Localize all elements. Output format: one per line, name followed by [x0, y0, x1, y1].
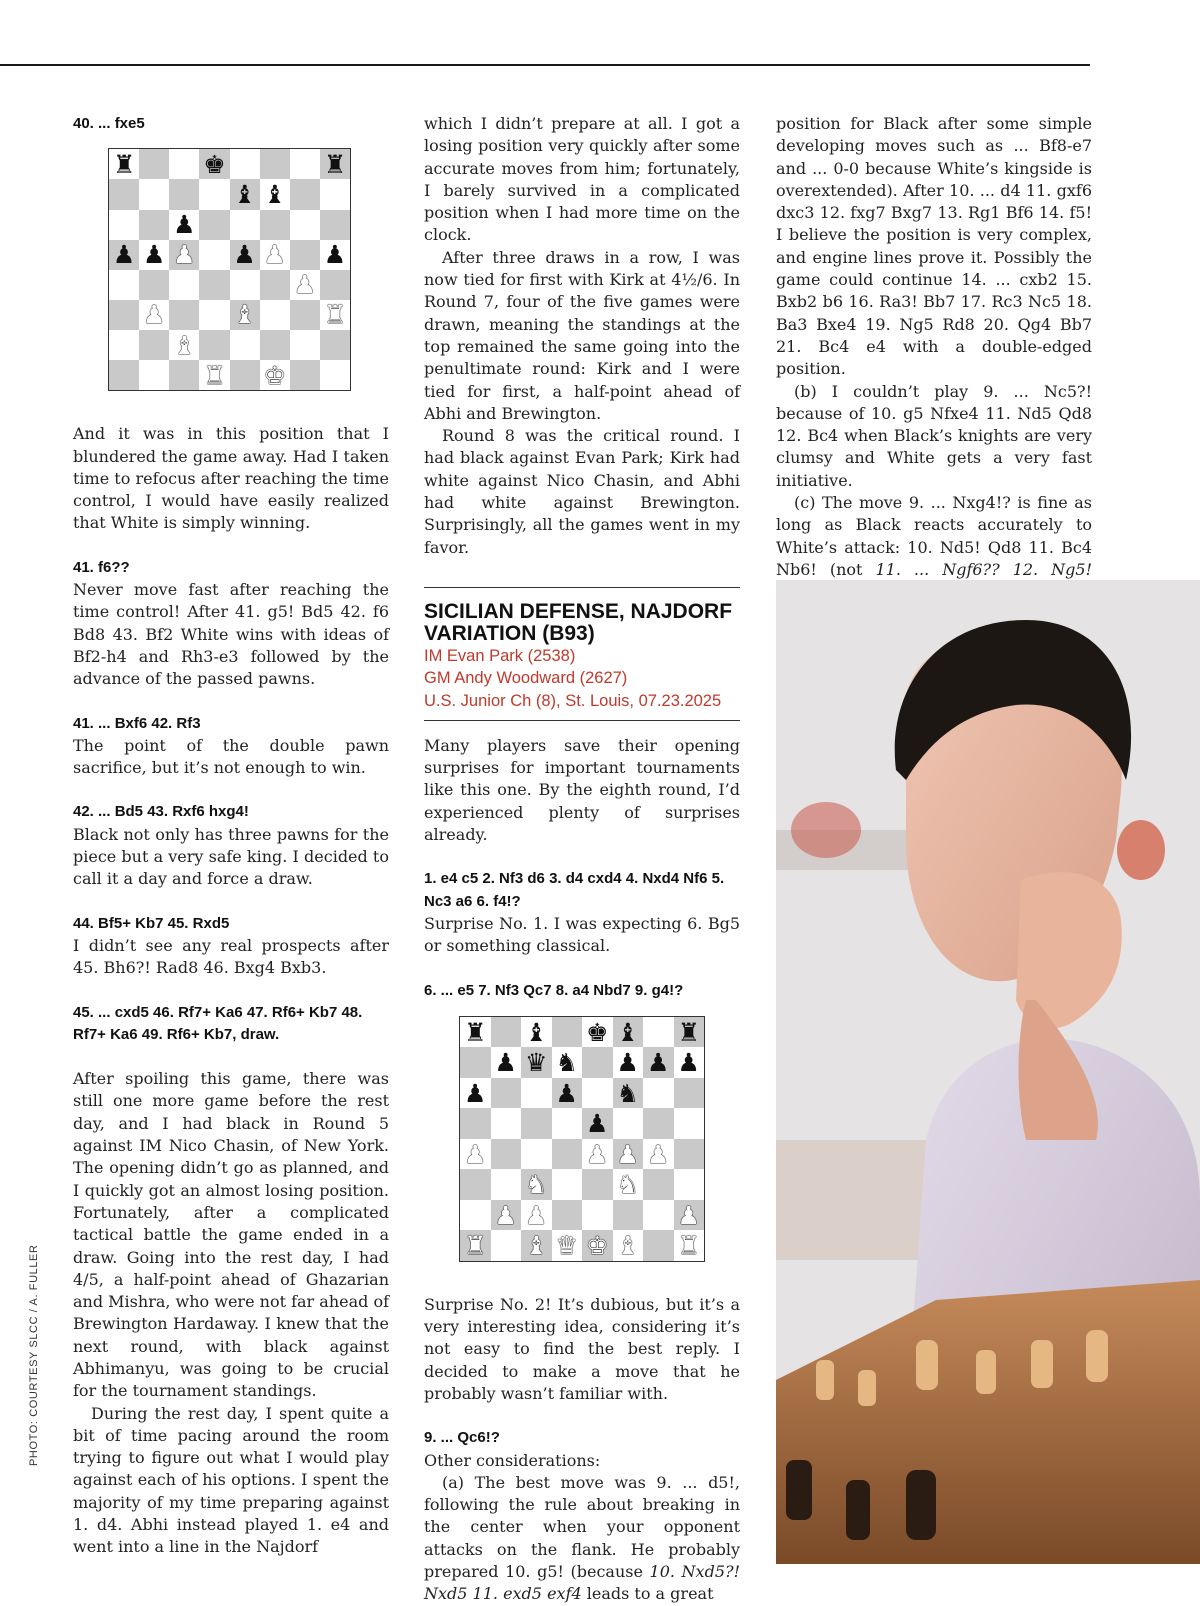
- board-square: [521, 1139, 552, 1170]
- board-square: [260, 330, 290, 360]
- board-square: [109, 240, 139, 270]
- black-rook-icon: ♜: [464, 1017, 487, 1047]
- black-pawn-icon: ♟: [323, 240, 347, 270]
- black-king-icon: ♚: [203, 149, 226, 179]
- board-square: [613, 1139, 644, 1170]
- board-square: [290, 210, 320, 240]
- paragraph: position for Black after some simple developing moves such as ... Bf8-e7 and ... 0-0 because White’s kingside is overextended). After 10. ... d4 11. gxf6 dxc3 12. fxg7 Bxg7 13. Rg1 Bf6 14. f5! I believe the position is very complex, and engine lines prove it. Possibly the game could continue 14. ... cxb2 15. Bxb2 b6 16. Ra3! Bb7 17. Rc3 Nc5 18. Ba3 Bxe4 19. Ng5 Rd8 20. Qg4 Bb7 21. Bc4 e4 with a double-edged position.: [776, 114, 1092, 379]
- board-square: [169, 270, 199, 300]
- board-square: [260, 240, 290, 270]
- white-king-icon: ♚: [263, 360, 286, 390]
- white-bishop-icon: ♝: [233, 300, 256, 330]
- board-square: [109, 300, 139, 330]
- board-square: [582, 1108, 613, 1139]
- board-square: [643, 1200, 674, 1231]
- black-queen-icon: ♛: [525, 1048, 548, 1078]
- board-square: [582, 1139, 613, 1170]
- board-square: [290, 240, 320, 270]
- photo-illustration: [776, 580, 1200, 1564]
- black-bishop-icon: ♝: [263, 179, 286, 209]
- paragraph: And it was in this position that I blundered the game away. Had I taken time to refocus after reaching the time control, I would have easily realized that White is simply winning.: [73, 424, 389, 533]
- board-square: [674, 1230, 705, 1261]
- black-pawn-icon: ♟: [647, 1048, 670, 1078]
- paragraph: Surprise No. 2! It’s dubious, but it’s a very interesting idea, considering it’s not easy to find the best reply. I decided to make a move that he probably wasn’t familiar with.: [424, 1294, 740, 1403]
- board-square: [582, 1200, 613, 1231]
- board-square: [491, 1139, 522, 1170]
- board-square: [643, 1230, 674, 1261]
- board-square: [643, 1169, 674, 1200]
- board-square: [199, 270, 229, 300]
- board-square: [260, 270, 290, 300]
- board-square: [552, 1047, 583, 1078]
- board-square: [613, 1078, 644, 1109]
- board-square: [491, 1230, 522, 1261]
- paragraph: Many players save their opening surprises for important tournaments like this one. By the eighth round, I’d experienced plenty of surprises already.: [424, 735, 740, 845]
- board-square: [552, 1078, 583, 1109]
- paragraph: Surprise No. 1. I was expecting 6. Bg5 or something classical.: [424, 913, 740, 956]
- board-square: [674, 1139, 705, 1170]
- white-pawn-icon: ♟: [677, 1200, 700, 1230]
- black-knight-icon: ♞: [555, 1048, 578, 1078]
- board-square: [613, 1230, 644, 1261]
- board-square: [230, 240, 260, 270]
- board-square: [109, 210, 139, 240]
- board-square: [230, 149, 260, 179]
- board-square: [290, 149, 320, 179]
- white-pawn-icon: ♟: [142, 300, 166, 330]
- move-heading: 1. e4 c5 2. Nf3 d6 3. d4 cxd4 4. Nxd4 Nf6 5. Nc3 a6 6. f4!?: [424, 870, 725, 910]
- black-pawn-icon: ♟: [586, 1109, 609, 1139]
- board-square: [139, 270, 169, 300]
- paragraph: (c) The move 9. ... Nxg4!? is fine as long as Black reacts accurately to White’s attack: 10. Nd5! Qd8 11. Bc4 Nb6! (not 11. ... Ngf6?? 12. Ng5!: [776, 493, 1093, 579]
- board-square: [582, 1169, 613, 1200]
- player-photo: [776, 580, 1200, 1564]
- board-square: [320, 210, 350, 240]
- board-square: [260, 149, 290, 179]
- black-pawn-icon: ♟: [112, 240, 136, 270]
- board-square: [521, 1230, 552, 1261]
- move-heading: 6. ... e5 7. Nf3 Qc7 8. a4 Nbd7 9. g4!?: [424, 981, 684, 999]
- white-pawn-icon: ♟: [464, 1139, 487, 1169]
- paragraph: During the rest day, I spent quite a bit of time pacing around the room trying to figure out what I would play against each of his options. I spent the majority of my time preparing against 1. d4. Abhi instead played 1. e4 and went into a line in the Najdorf: [73, 1403, 389, 1557]
- board-square: [552, 1200, 583, 1231]
- board-square: [460, 1139, 491, 1170]
- top-rule: [0, 64, 1090, 66]
- board-square: [521, 1078, 552, 1109]
- board-square: [460, 1108, 491, 1139]
- board-square: [230, 270, 260, 300]
- board-square: [230, 210, 260, 240]
- board-square: [460, 1017, 491, 1048]
- board-square: [109, 330, 139, 360]
- board-square: [460, 1230, 491, 1261]
- board-square: [230, 300, 260, 330]
- board-square: [674, 1078, 705, 1109]
- board-square: [582, 1017, 613, 1048]
- black-pawn-icon: ♟: [555, 1078, 578, 1108]
- board-square: [320, 330, 350, 360]
- board-square: [643, 1139, 674, 1170]
- board-square: [674, 1017, 705, 1048]
- board-square: [521, 1108, 552, 1139]
- black-pawn-icon: ♟: [677, 1048, 700, 1078]
- board-square: [552, 1169, 583, 1200]
- board-square: [169, 300, 199, 330]
- board-square: [109, 360, 139, 390]
- board-square: [260, 210, 290, 240]
- board-square: [199, 330, 229, 360]
- paragraph: I didn’t see any real prospects after 45. Bh6?! Rad8 46. Bxg4 Bxb3.: [73, 935, 389, 978]
- board-square: [169, 240, 199, 270]
- paragraph: which I didn’t prepare at all. I got a losing position very quickly after some accurate moves from him; fortunately, I barely survived in a complicated position when I had more time on the clock.: [424, 114, 740, 245]
- board-square: [643, 1108, 674, 1139]
- board-square: [582, 1078, 613, 1109]
- board-square: [643, 1017, 674, 1048]
- board-square: [139, 300, 169, 330]
- black-king-icon: ♚: [586, 1017, 609, 1047]
- board-square: [521, 1200, 552, 1231]
- move-heading: 40. ... fxe5: [73, 115, 145, 132]
- board-square: [674, 1169, 705, 1200]
- board-square: [491, 1078, 522, 1109]
- board-square: [552, 1017, 583, 1048]
- board-square: [169, 179, 199, 209]
- board-square: [230, 330, 260, 360]
- board-square: [169, 210, 199, 240]
- black-bishop-icon: ♝: [616, 1017, 639, 1047]
- board-square: [290, 179, 320, 209]
- black-bishop-icon: ♝: [525, 1017, 548, 1047]
- move-heading: 41. f6??: [73, 558, 130, 576]
- board-square: [320, 360, 350, 390]
- white-pawn-icon: ♟: [586, 1139, 609, 1169]
- black-rook-icon: ♜: [323, 149, 347, 179]
- white-knight-icon: ♞: [525, 1170, 548, 1200]
- move-heading: 9. ... Qc6!?: [424, 1429, 500, 1447]
- board-square: [109, 179, 139, 209]
- black-pawn-icon: ♟: [494, 1048, 517, 1078]
- board-square: [290, 270, 320, 300]
- board-square: [139, 149, 169, 179]
- white-player: IM Evan Park (2538): [424, 646, 576, 665]
- board-square: [320, 179, 350, 209]
- chess-diagram-2: [459, 1016, 705, 1262]
- board-square: [260, 300, 290, 330]
- board-square: [260, 360, 290, 390]
- board-square: [613, 1200, 644, 1231]
- move-heading: 45. ... cxd5 46. Rf7+ Ka6 47. Rf6+ Kb7 48. Rf7+ Ka6 49. Rf6+ Kb7, draw.: [73, 1003, 363, 1043]
- black-knight-icon: ♞: [616, 1078, 639, 1108]
- board-square: [674, 1108, 705, 1139]
- board-square: [139, 210, 169, 240]
- board-square: [199, 300, 229, 330]
- paragraph: Other considerations:: [424, 1450, 601, 1470]
- board-square: [552, 1108, 583, 1139]
- white-rook-icon: ♜: [677, 1231, 700, 1261]
- board-square: [491, 1200, 522, 1231]
- paragraph: Never move fast after reaching the time control! After 41. g5! Bd5 42. f6 Bd8 43. Bf2 White wins with ideas of Bf2-h4 and Rh3-e3 followed by the advance of the passed pawns.: [73, 580, 389, 689]
- board-square: [169, 330, 199, 360]
- board-square: [613, 1017, 644, 1048]
- event-info: U.S. Junior Ch (8), St. Louis, 07.23.2025: [424, 691, 722, 710]
- white-knight-icon: ♞: [616, 1170, 639, 1200]
- paragraph: After spoiling this game, there was still one more game before the rest day, and I had black in Round 5 against IM Nico Chasin, of New York. The opening didn’t go as planned, and I quickly got an almost losing position. Fortunately, after a complicated tactical battle the game ended in a draw. Going into the rest day, I had 4/5, a half-point ahead of Ghazarian and Mishra, who were not far ahead of Brewington Hardaway. I knew that the next round, with black against Abhimanyu, was going to be crucial for the tournament standings.: [73, 1069, 390, 1401]
- board-square: [521, 1017, 552, 1048]
- white-pawn-icon: ♟: [173, 240, 196, 270]
- black-rook-icon: ♜: [112, 149, 136, 179]
- white-bishop-icon: ♝: [616, 1231, 639, 1261]
- paragraph: Round 8 was the critical round. I had black against Evan Park; Kirk had white against Nico Chasin, and Abhi had white against Brewington. Surprisingly, all the games went in my favor.: [424, 426, 740, 557]
- photo-credit: PHOTO: COURTESY SLCC / A. FULLER: [28, 1244, 40, 1466]
- move-heading: 44. Bf5+ Kb7 45. Rxd5: [73, 914, 230, 932]
- board-square: [290, 330, 320, 360]
- white-rook-icon: ♜: [464, 1231, 487, 1261]
- board-square: [582, 1230, 613, 1261]
- black-pawn-icon: ♟: [173, 210, 196, 240]
- white-bishop-icon: ♝: [173, 330, 196, 360]
- board-square: [320, 240, 350, 270]
- game-header-rule: [424, 587, 740, 588]
- board-square: [613, 1047, 644, 1078]
- board-square: [290, 300, 320, 330]
- paragraph: Black not only has three pawns for the piece but a very safe king. I decided to call it a day and force a draw.: [73, 824, 389, 889]
- board-square: [320, 300, 350, 330]
- chess-diagram-1: [108, 148, 351, 391]
- black-rook-icon: ♜: [677, 1017, 700, 1047]
- white-queen-icon: ♛: [555, 1231, 578, 1261]
- board-square: [260, 179, 290, 209]
- black-pawn-icon: ♟: [142, 240, 166, 270]
- board-square: [139, 330, 169, 360]
- board-square: [199, 149, 229, 179]
- board-square: [491, 1108, 522, 1139]
- board-square: [199, 210, 229, 240]
- board-square: [643, 1078, 674, 1109]
- board-square: [460, 1169, 491, 1200]
- board-square: [613, 1108, 644, 1139]
- white-pawn-icon: ♟: [263, 240, 286, 270]
- board-square: [290, 360, 320, 390]
- white-pawn-icon: ♟: [616, 1139, 639, 1169]
- board-square: [491, 1047, 522, 1078]
- board-square: [613, 1169, 644, 1200]
- board-square: [460, 1047, 491, 1078]
- black-pawn-icon: ♟: [464, 1078, 487, 1108]
- board-square: [521, 1169, 552, 1200]
- board-square: [139, 240, 169, 270]
- black-pawn-icon: ♟: [233, 240, 256, 270]
- board-square: [169, 149, 199, 179]
- board-square: [582, 1047, 613, 1078]
- black-player: GM Andy Woodward (2627): [424, 669, 628, 688]
- board-square: [139, 179, 169, 209]
- game-title: SICILIAN DEFENSE, NAJDORF VARIATION (B93): [424, 599, 733, 645]
- black-bishop-icon: ♝: [233, 179, 256, 209]
- paragraph: After three draws in a row, I was now tied for first with Kirk at 4½/6. In Round 7, four of the five games were drawn, meaning the standings at the top remained the same going into the penultimate round: Kirk and I were tied for first, a half-point ahead of Abhi and Brewington.: [424, 247, 740, 423]
- paragraph: The point of the double pawn sacrifice, but it’s not enough to win.: [73, 735, 389, 778]
- board-square: [491, 1017, 522, 1048]
- white-pawn-icon: ♟: [647, 1139, 670, 1169]
- white-rook-icon: ♜: [203, 360, 226, 390]
- board-square: [139, 360, 169, 390]
- board-square: [460, 1200, 491, 1231]
- white-bishop-icon: ♝: [525, 1231, 548, 1261]
- board-square: [199, 360, 229, 390]
- board-square: [552, 1139, 583, 1170]
- board-square: [169, 360, 199, 390]
- board-square: [552, 1230, 583, 1261]
- white-pawn-icon: ♟: [293, 270, 317, 300]
- white-pawn-icon: ♟: [494, 1200, 517, 1230]
- board-square: [230, 360, 260, 390]
- board-square: [491, 1169, 522, 1200]
- move-heading: 41. ... Bxf6 42. Rf3: [73, 714, 201, 732]
- paragraph: (b) I couldn’t play 9. ... Nc5?! because of 10. g5 Nfxe4 11. Nd5 Qd8 12. Bc4 when Black’s knights are very clumsy and White gets a very fast initiative.: [776, 381, 1092, 490]
- white-rook-icon: ♜: [323, 300, 347, 330]
- board-square: [674, 1047, 705, 1078]
- column-1: [73, 113, 389, 1559]
- black-pawn-icon: ♟: [616, 1048, 639, 1078]
- column-2: [424, 113, 740, 1606]
- board-square: [199, 179, 229, 209]
- board-square: [230, 179, 260, 209]
- board-square: [320, 149, 350, 179]
- board-square: [521, 1047, 552, 1078]
- board-square: [199, 240, 229, 270]
- white-pawn-icon: ♟: [525, 1200, 548, 1230]
- board-square: [109, 149, 139, 179]
- board-square: [320, 270, 350, 300]
- board-square: [674, 1200, 705, 1231]
- paragraph: (a) The best move was 9. ... d5!, following the rule about breaking in the center when your opponent attacks on the flank. He probably prepared 10. g5! (because 10. Nxd5?! Nxd5 11. exd5 exf4 leads to a great: [424, 1472, 741, 1604]
- board-square: [109, 270, 139, 300]
- white-king-icon: ♚: [586, 1231, 609, 1261]
- board-square: [643, 1047, 674, 1078]
- move-heading: 42. ... Bd5 43. Rxf6 hxg4!: [73, 803, 249, 821]
- board-square: [460, 1078, 491, 1109]
